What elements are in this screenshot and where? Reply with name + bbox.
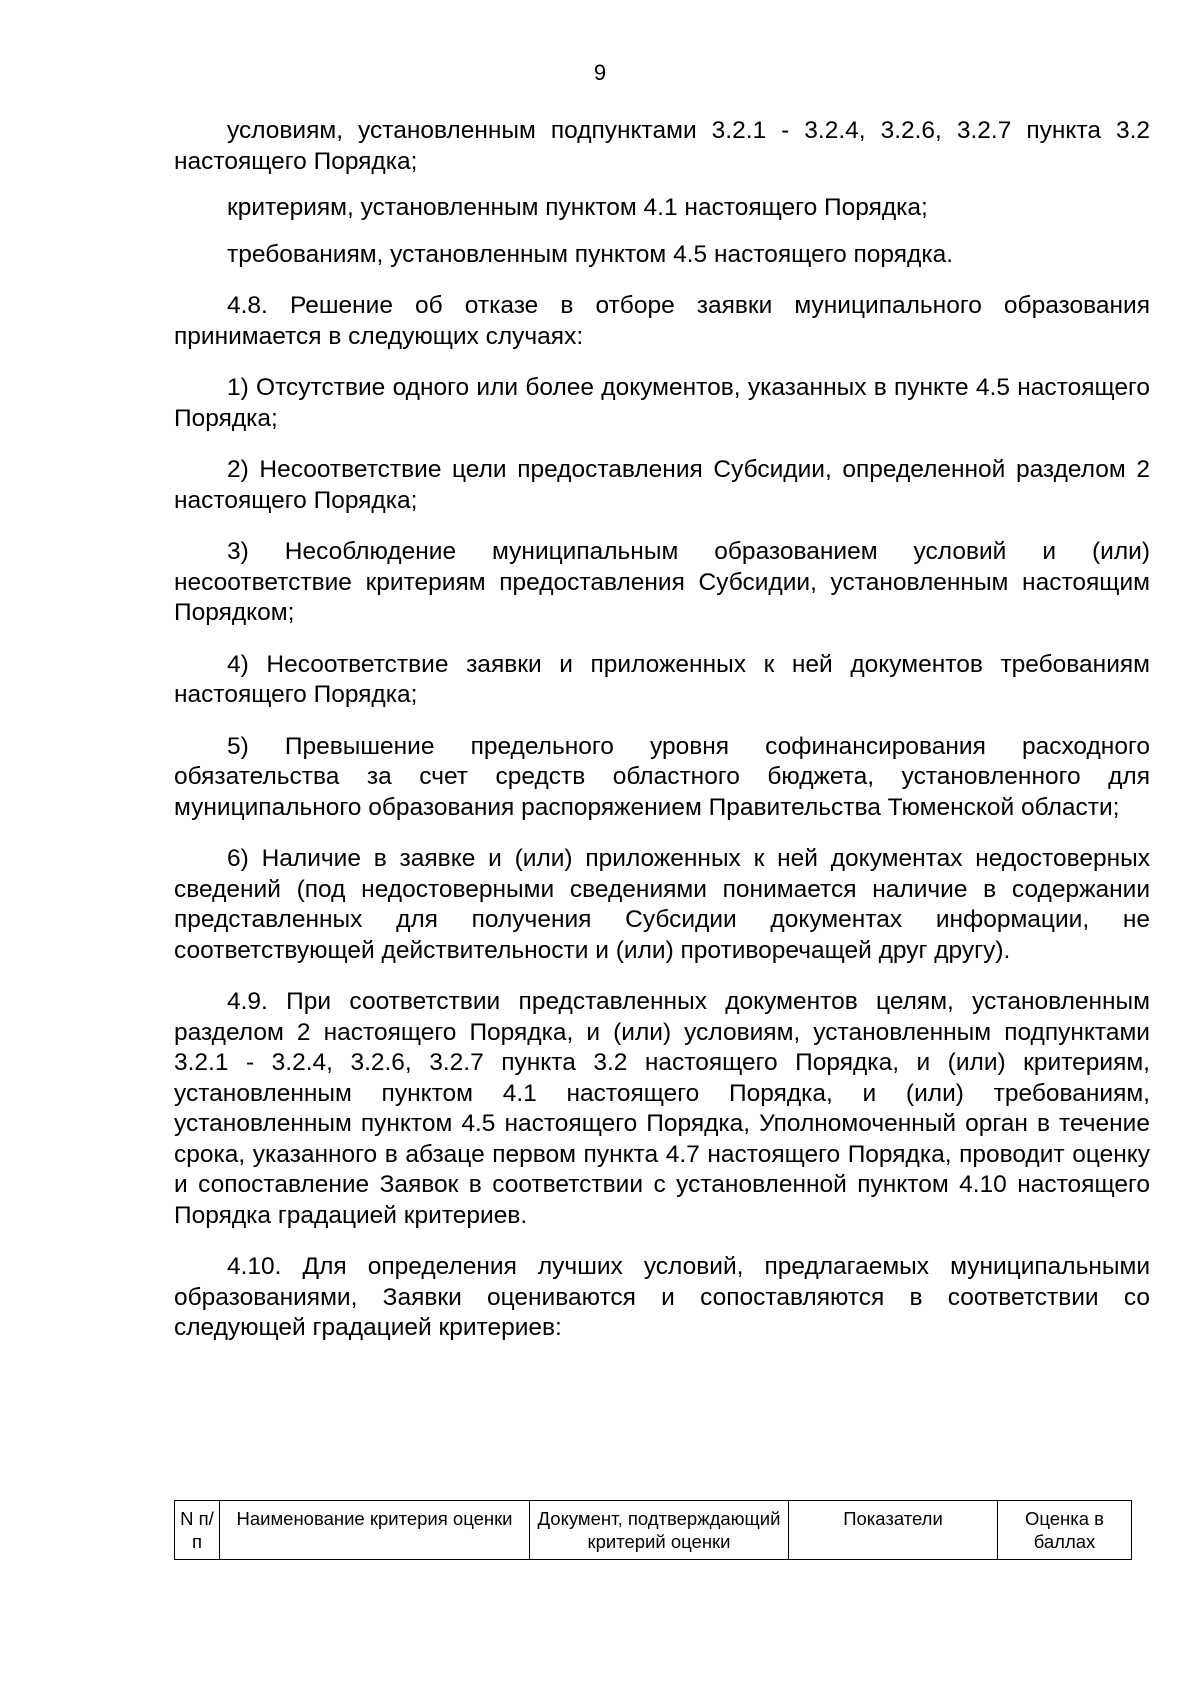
paragraph-requirements: требованиям, установленным пунктом 4.5 настоящего порядка. — [227, 240, 954, 268]
header-document: Документ, подтверждающий критерий оценки — [530, 1501, 789, 1560]
criteria-table — [174, 1500, 1132, 1560]
paragraph-4-8: 4.8. Решение об отказе в отборе заявки муниципального образования принимается в следующих случаях: — [174, 292, 1150, 350]
list-item-1: 1) Отсутствие одного или более документов, указанных в пункте 4.5 настоящего Порядка; — [174, 374, 1150, 432]
paragraph-criteria: критериям, установленным пунктом 4.1 настоящего Порядка; — [227, 194, 928, 221]
header-indicators: Показатели — [789, 1501, 998, 1560]
list-item-6: 6) Наличие в заявке и (или) приложенных к ней документах недостоверных сведений (под недостоверными сведениями понимается наличие в содержании представленных для получения Субсидии документах информации, не соответствующей действительности и (или) противоречащей друг другу). — [174, 845, 1150, 964]
document-body — [174, 116, 1150, 1365]
paragraph-4-9: 4.9. При соответствии представленных документов целям, установленным разделом 2 настоящего Порядка, и (или) условиям, установленным подпунктами 3.2.1 - 3.2.4, 3.2.6, 3.2.7 пункта 3.2 настоящего Порядка, и (или) критериям, установленным пунктом 4.1 настоящего Порядка, и (или) требованиям, установленным пунктом 4.5 настоящего Порядка, Уполномоченный орган в течение срока, указанного в абзаце первом пункта 4.7 настоящего Порядка, проводит оценку и сопоставление Заявок в соответствии с установленной пунктом 4.10 настоящего Порядка градацией критериев. — [174, 988, 1150, 1229]
header-criterion-name: Наименование критерия оценки — [220, 1501, 530, 1560]
list-item-2: 2) Несоответствие цели предоставления Субсидии, определенной разделом 2 настоящего Порядка; — [174, 456, 1150, 514]
header-score: Оценка в баллах — [998, 1501, 1132, 1560]
header-number: N п/п — [175, 1501, 220, 1560]
paragraph-conditions: условиям, установленным подпунктами 3.2.1 - 3.2.4, 3.2.6, 3.2.7 пункта 3.2 настоящего Порядка; — [174, 117, 1150, 175]
page-number: 9 — [593, 60, 607, 85]
table-header-row — [175, 1501, 1132, 1560]
list-item-3: 3) Несоблюдение муниципальным образованием условий и (или) несоответствие критериям предоставления Субсидии, установленным настоящим Порядком; — [174, 538, 1150, 626]
list-item-4: 4) Несоответствие заявки и приложенных к ней документов требованиям настоящего Порядка; — [174, 650, 1150, 708]
paragraph-4-10: 4.10. Для определения лучших условий, предлагаемых муниципальными образованиями, Заявки оцениваются и сопоставляются в соответствии со следующей градацией критериев: — [174, 1253, 1150, 1341]
list-item-5: 5) Превышение предельного уровня софинансирования расходного обязательства за счет средств областного бюджета, установленного для муниципального образования распоряжением Правительства Тюменской области; — [174, 732, 1150, 821]
